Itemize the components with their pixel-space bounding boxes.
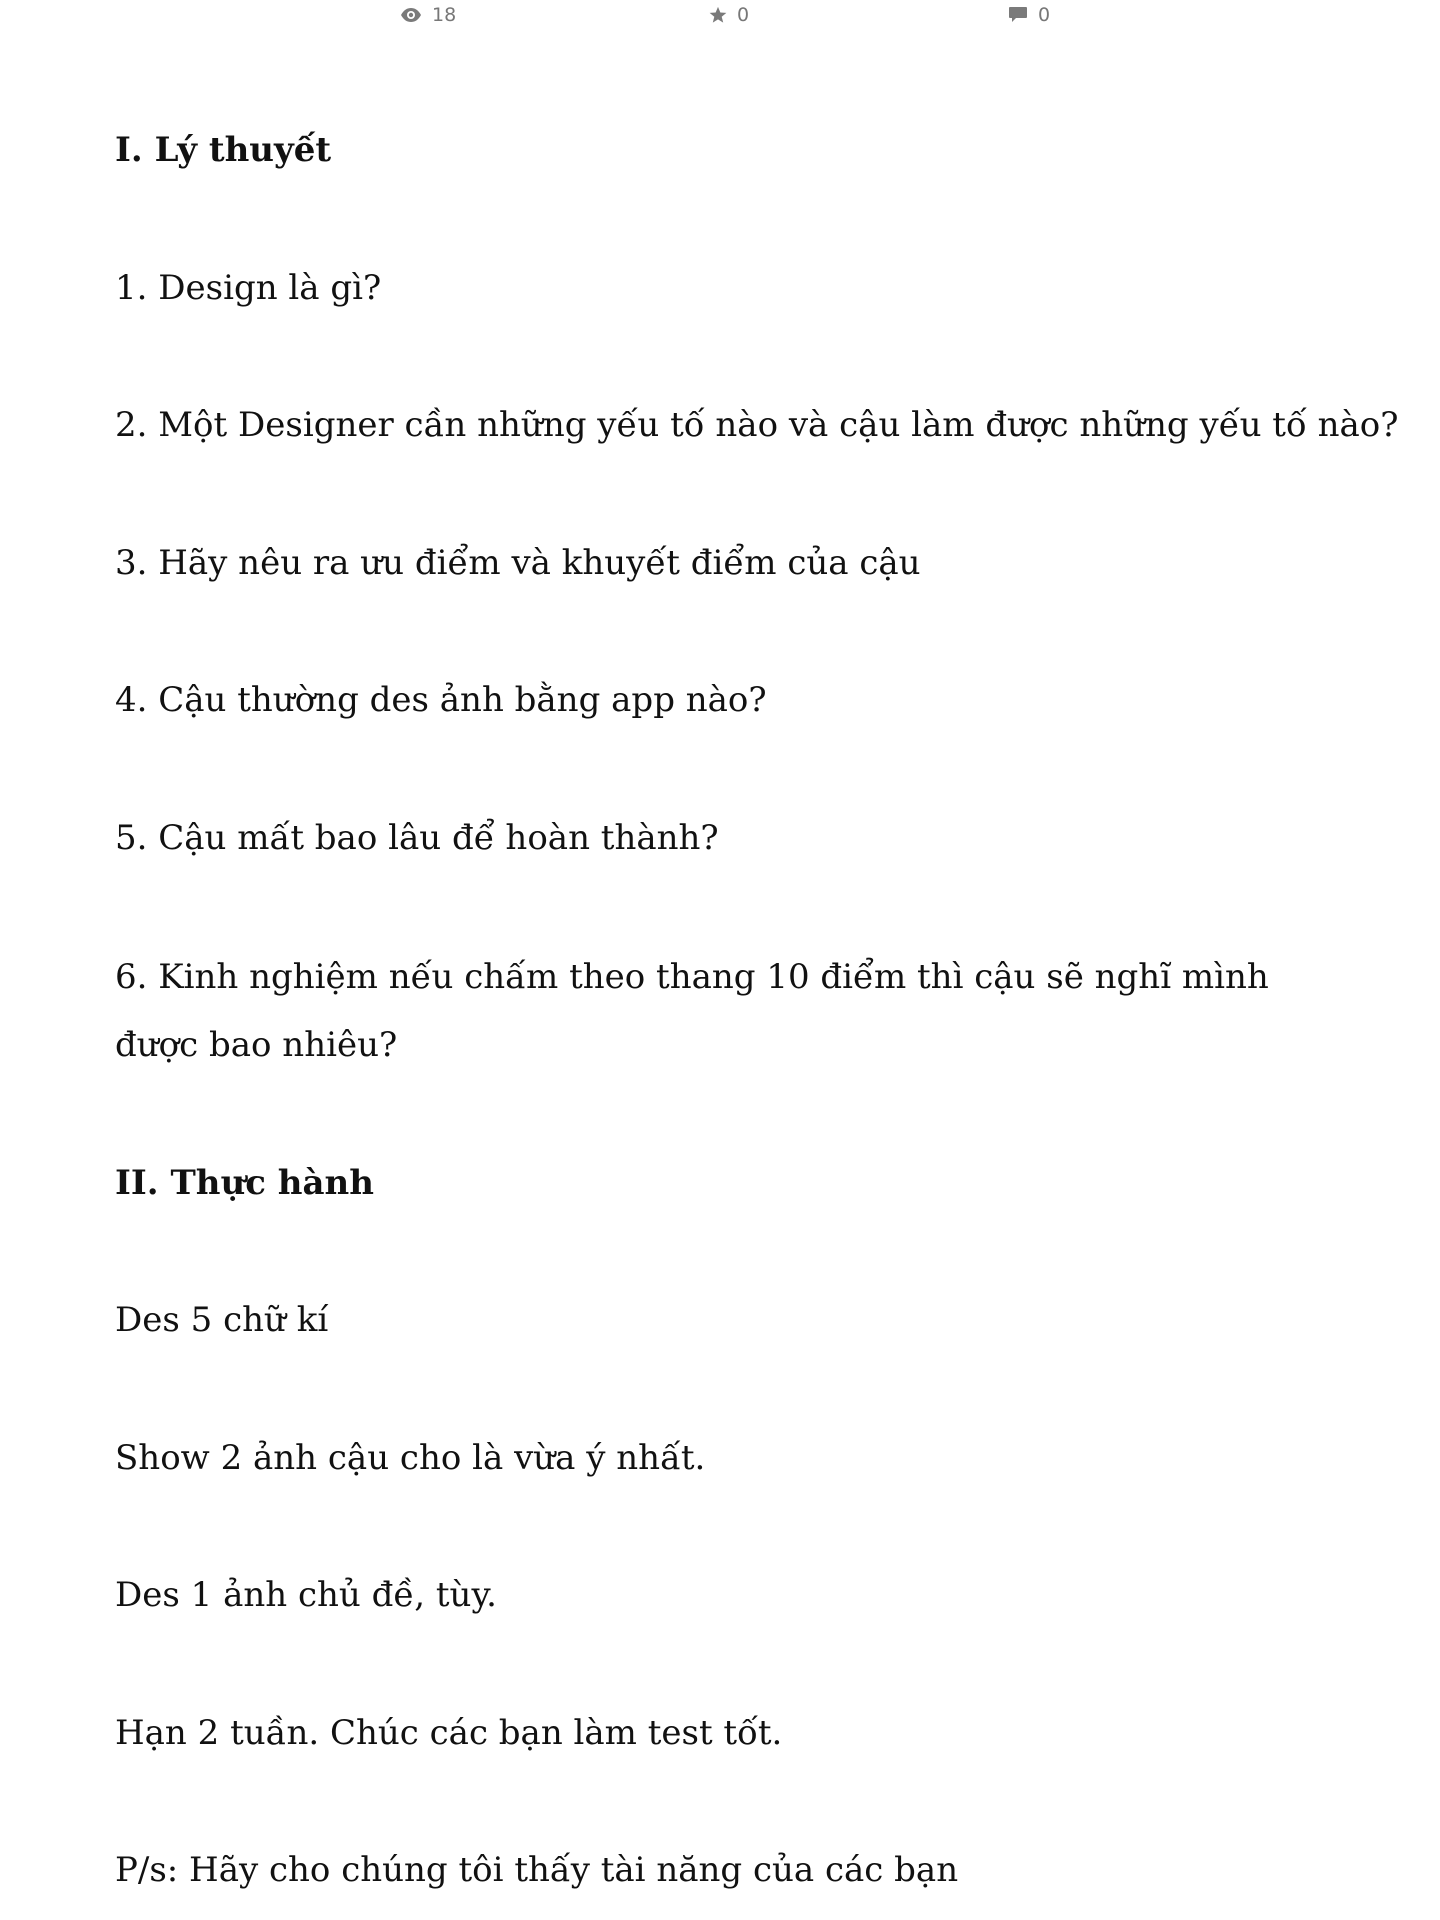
- post-stats-bar: [0, 0, 1440, 34]
- task-item: Des 5 chữ kí: [115, 1300, 329, 1340]
- eye-icon: [400, 7, 422, 23]
- question-item: 5. Cậu mất bao lâu để hoàn thành?: [115, 818, 719, 858]
- task-item: P/s: Hãy cho chúng tôi thấy tài năng của các bạn: [115, 1850, 959, 1890]
- question-item: 6. Kinh nghiệm nếu chấm theo thang 10 điểm thì cậu sẽ nghĩ mình được bao nhiêu?: [115, 957, 1269, 1065]
- star-icon: [709, 6, 727, 24]
- comments-count: 0: [1038, 4, 1051, 26]
- stars-stat: [709, 4, 749, 26]
- views-stat: [400, 4, 456, 26]
- question-item: 2. Một Designer cần những yếu tố nào và cậu làm được những yếu tố nào?: [115, 405, 1399, 445]
- task-item: Des 1 ảnh chủ đề, tùy.: [115, 1575, 497, 1615]
- question-item: 1. Design là gì?: [115, 268, 382, 308]
- views-count: 18: [432, 4, 457, 26]
- comments-stat: [1008, 4, 1050, 26]
- task-item: Show 2 ảnh cậu cho là vừa ý nhất.: [115, 1438, 706, 1478]
- question-item: 4. Cậu thường des ảnh bằng app nào?: [115, 680, 767, 720]
- comment-icon: [1008, 6, 1028, 24]
- stars-count: 0: [737, 4, 750, 26]
- section-title-practice: II. Thực hành: [115, 1163, 374, 1203]
- task-item: Hạn 2 tuần. Chúc các bạn làm test tốt.: [115, 1713, 783, 1753]
- question-item: 3. Hãy nêu ra ưu điểm và khuyết điểm của cậu: [115, 543, 921, 583]
- section-title-theory: I. Lý thuyết: [115, 130, 332, 170]
